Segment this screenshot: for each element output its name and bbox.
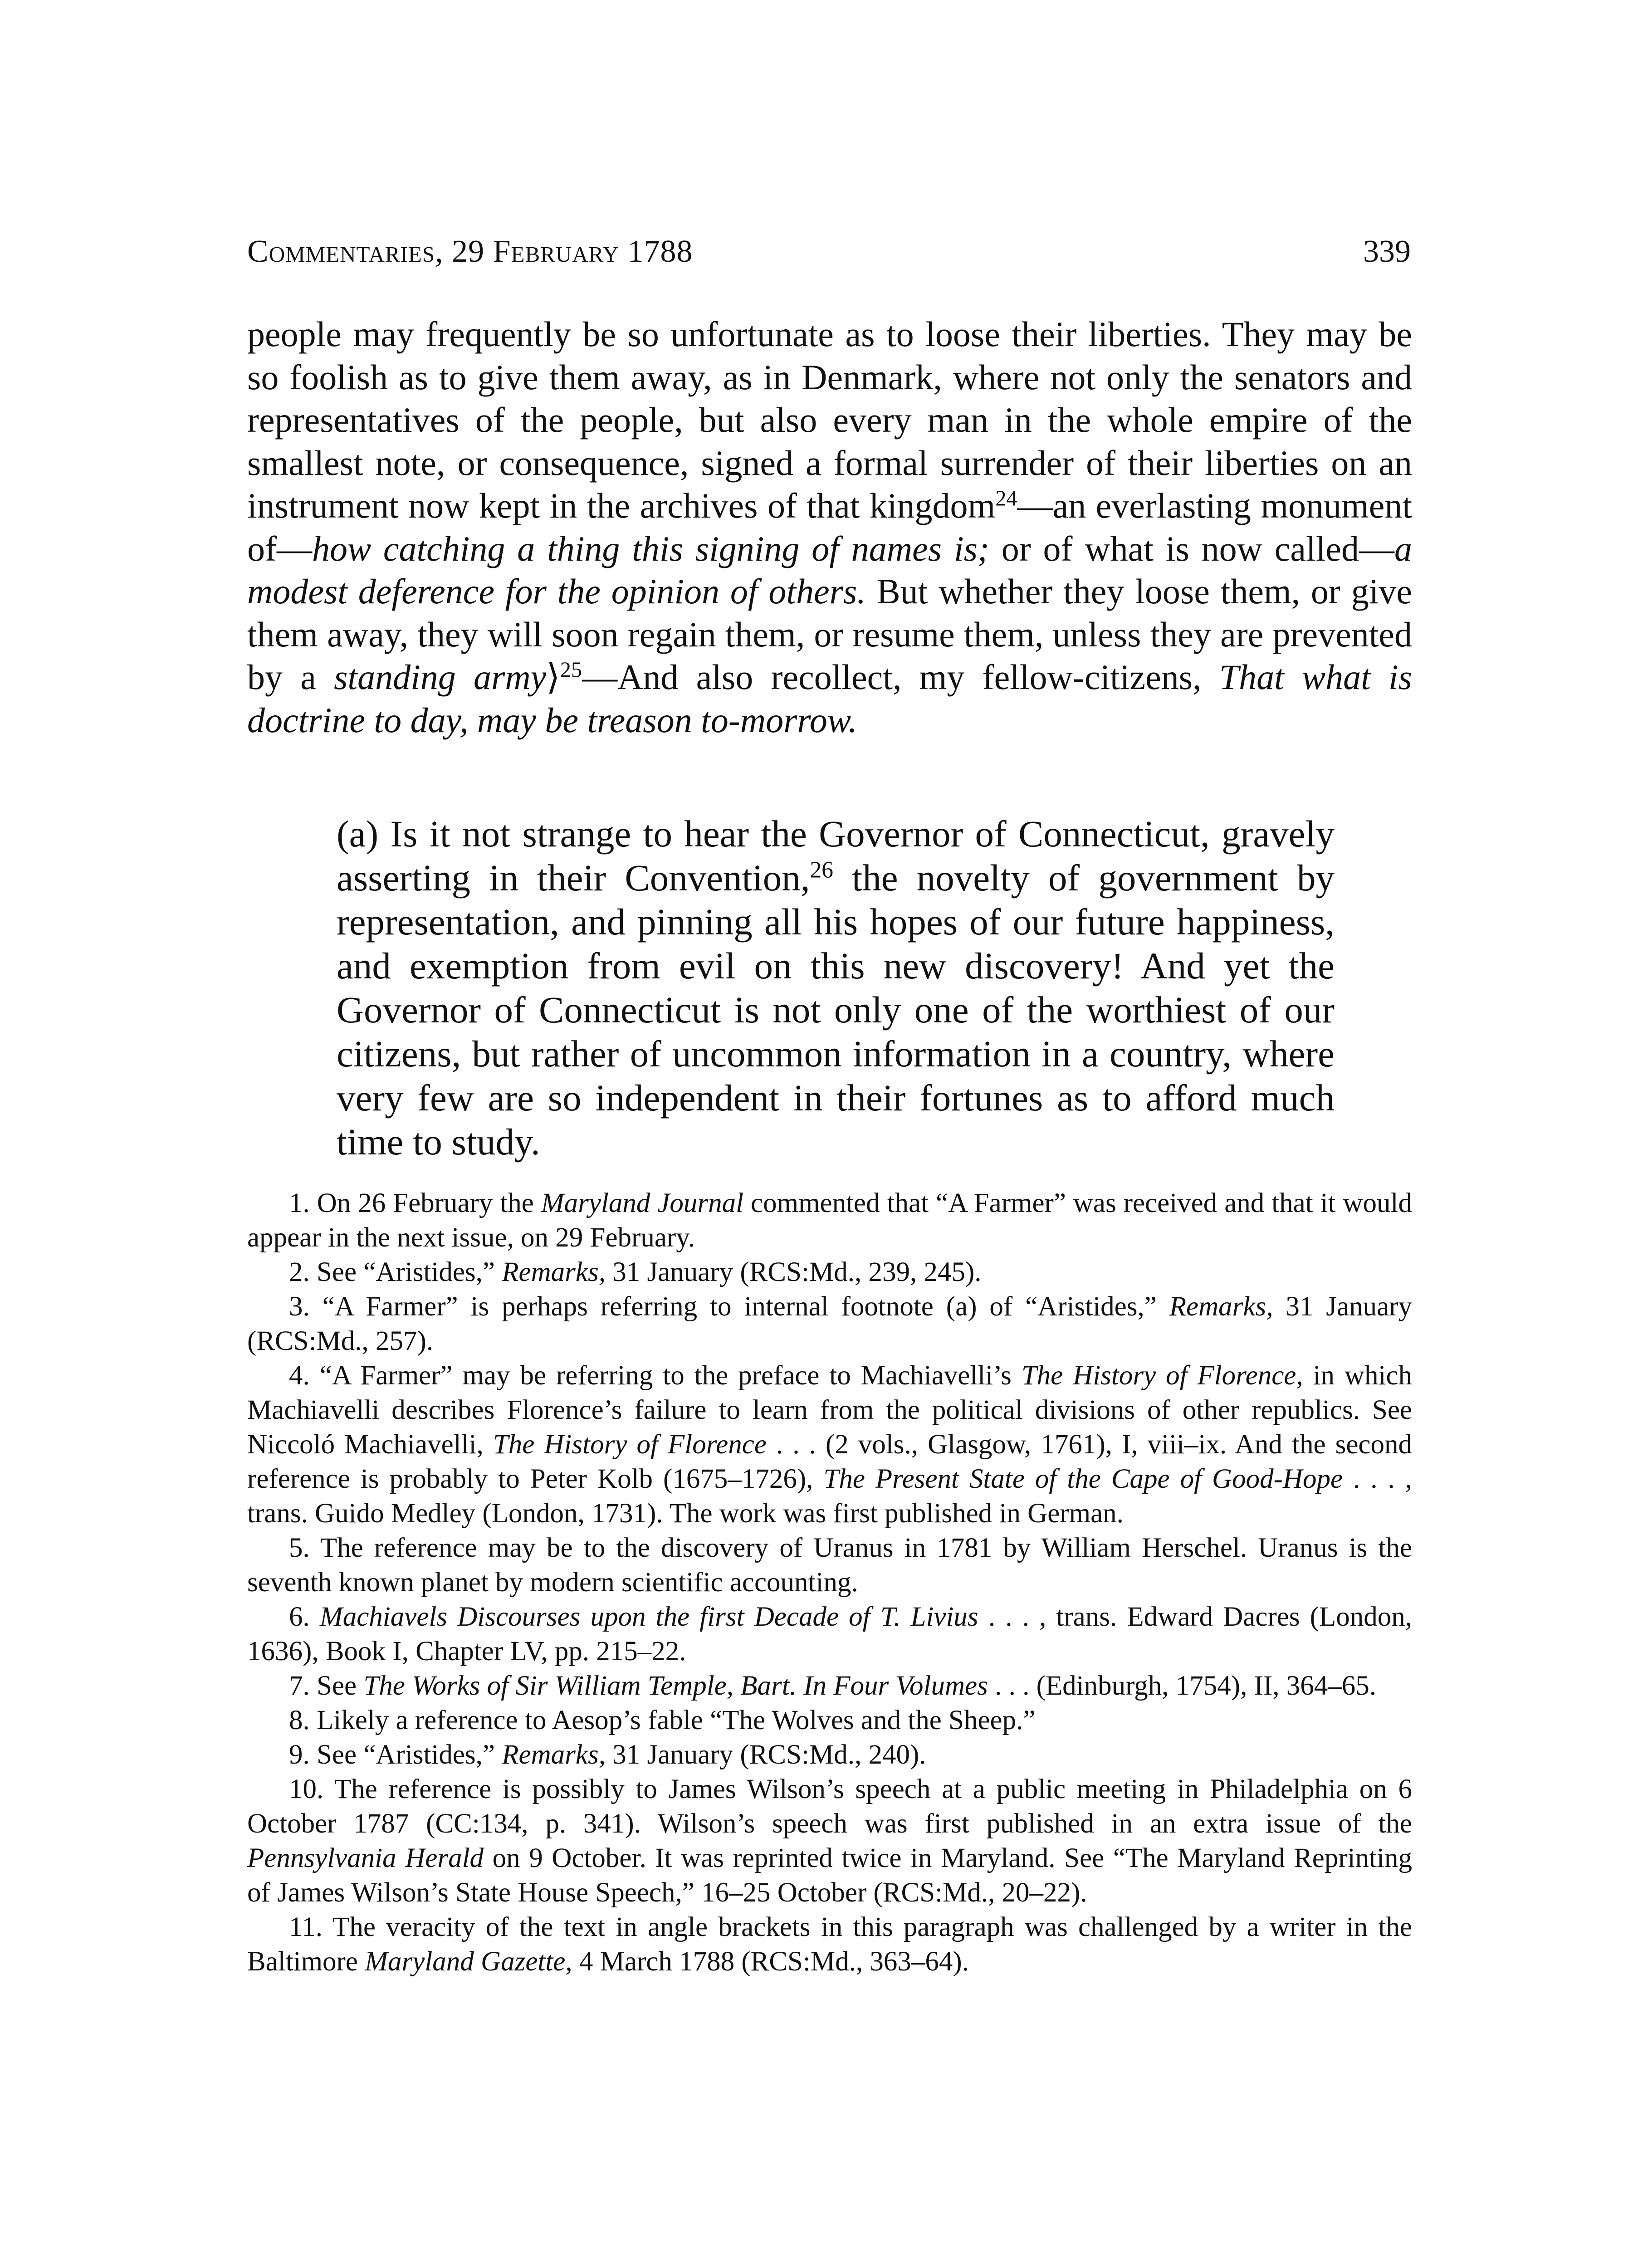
footnote-1 [247,1186,1412,1255]
footnote-2 [247,1255,1412,1290]
footnote-text: 4 March 1788 (RCS:Md., 363–64). [572,1946,969,1977]
italic-phrase: standing army [334,657,547,697]
running-head: Commentaries, 29 February 1788 [247,234,693,269]
footnote-italic: Maryland Gazette, [365,1946,572,1977]
footnote-ref-25[interactable]: 25 [560,658,582,682]
footnote-number: 8. [289,1705,317,1735]
footnote-number: 6. [289,1602,320,1632]
main-text-run: —And also recollect, my fellow-citizens, [582,657,1219,697]
footnote-text: “A Farmer” is perhaps referring to internal footnote (a) of “Aristides,” [322,1291,1169,1322]
footnote-7 [247,1669,1412,1703]
footnote-italic: Pennsylvania Herald [247,1843,484,1873]
footnote-text: 31 January (RCS:Md., 257). [247,1291,1412,1356]
italic-phrase: a modest deference for the opinion of others. [247,528,1412,611]
footnote-text: The reference may be to the discovery of Uranus in 1781 by William Herschel. Uranus is the seventh known planet by modern scientific accounting. [247,1533,1412,1598]
main-text-run: But whether they loose them, or give them away, they will soon regain them, or resume them, unless they are prevented by a [247,572,1412,697]
footnote-text: 31 January (RCS:Md., 239, 245). [605,1257,982,1287]
footnote-number: 9. [289,1740,317,1770]
main-paragraph [247,313,1412,742]
footnote-text: Likely a reference to Aesop’s fable “The Wolves and the Sheep.” [317,1705,1036,1735]
footnote-text: . . . (2 vols., Glasgow, 1761), I, viii–ix. And the second reference is probably to Peter Kolb (1675–1726), [247,1429,1412,1494]
footnote-italic: The Works of Sir William Temple, Bart. In Four Volumes [363,1671,988,1701]
footnote-text: . . . , trans. Edward Dacres (London, 1636), Book I, Chapter LV, pp. 215–22. [247,1602,1412,1667]
footnote-italic: Remarks, [502,1257,606,1287]
footnote-text: “A Farmer” may be referring to the preface to Machiavelli’s [319,1360,1022,1391]
footnote-italic: The History of Florence [493,1429,767,1460]
main-text-run: people may frequently be so unfortunate as to loose their liberties. They may be so foolish as to give them away, as in Denmark, where not only the senators and representatives of the people, but also every man in the whole empire of the smallest note, or consequence, signed a formal surrender of their liberties on an instrument now kept in the archives of that kingdom [247,314,1412,525]
footnote-3 [247,1290,1412,1359]
footnote-text: The reference is possibly to James Wilson’s speech at a public meeting in Philadelphia on 6 October 1787 (CC:134, p. 341). Wilson’s speech was first published in an extra issue of the [247,1774,1412,1839]
footnote-number: 3. [289,1291,323,1322]
footnote-text: See “Aristides,” [317,1257,502,1287]
footnote-5 [247,1531,1412,1600]
page-header [247,229,1411,279]
italic-phrase: how catching a thing this signing of names is; [312,528,989,568]
footnote-ref-24[interactable]: 24 [995,486,1017,511]
footnote-text: in which Machiavelli describes Florence’s failure to learn from the political divisions of other republics. See Niccoló Machiavelli, [247,1360,1413,1460]
footnote-9 [247,1738,1412,1772]
footnote-text: The veracity of the text in angle brackets in this paragraph was challenged by a writer in the Baltimore [247,1912,1412,1977]
footnote-6 [247,1600,1412,1669]
footnote-8 [247,1703,1412,1738]
footnote-italic: The History of Florence, [1021,1360,1303,1391]
footnote-text: . . . , trans. Guido Medley (London, 1731). The work was first published in German. [247,1464,1413,1529]
footnote-number: 11. [289,1912,333,1942]
footnote-number: 2. [289,1257,317,1287]
internal-footnote-a [337,812,1335,1164]
footnote-text: commented that “A Farmer” was received and that it would appear in the next issue, on 29 February. [247,1188,1413,1253]
footnote-italic: Maryland Journal [541,1188,744,1218]
main-text-run: —an everlasting monument of— [247,486,1412,568]
footnote-text: 31 January (RCS:Md., 240). [605,1740,926,1770]
footnote-text: On 26 February the [317,1188,541,1218]
footnote-10 [247,1772,1412,1910]
footnotes [247,1186,1412,1979]
footnote-italic: Remarks, [502,1740,606,1770]
footnote-number: 7. [289,1671,317,1701]
footnote-number: 5. [289,1533,320,1563]
footnote-11 [247,1910,1412,1979]
footnote-text: See “Aristides,” [317,1740,502,1770]
note-text-run: the novelty of government by representation, and pinning all his hopes of our future happiness, and exemption from evil on this new discovery! And yet the Governor of Connecticut is not only one of the worthiest of our citizens, but rather of uncommon information in a country, where very few are so independent in their fortunes as to afford much time to study. [337,857,1335,1163]
footnote-text: . . . (Edinburgh, 1754), II, 364–65. [988,1671,1377,1701]
page-number: 339 [1363,234,1411,269]
footnote-italic: The Present State of the Cape of Good-Hope [823,1464,1343,1494]
italic-phrase: That what is doctrine to day, may be treason to-morrow. [247,657,1412,740]
footnote-italic: Remarks, [1169,1291,1273,1322]
footnote-number: 1. [289,1188,317,1218]
footnote-number: 4. [289,1360,320,1391]
footnote-text: See [317,1671,364,1701]
footnote-text: on 9 October. It was reprinted twice in Maryland. See “The Maryland Reprinting of James Wilson’s State House Speech,” 16–25 October (RCS:Md., 20–22). [247,1843,1412,1908]
angle-bracket: ⟩ [546,657,560,697]
footnote-number: 10. [289,1774,334,1804]
main-text-run: or of what is now called— [989,528,1394,568]
footnote-ref-26[interactable]: 26 [810,857,833,883]
footnote-4 [247,1359,1412,1531]
note-text-run: (a) Is it not strange to hear the Governor of Connecticut, gravely asserting in their Convention, [337,813,1335,899]
footnote-italic: Machiavels Discourses upon the first Decade of T. Livius [319,1602,978,1632]
